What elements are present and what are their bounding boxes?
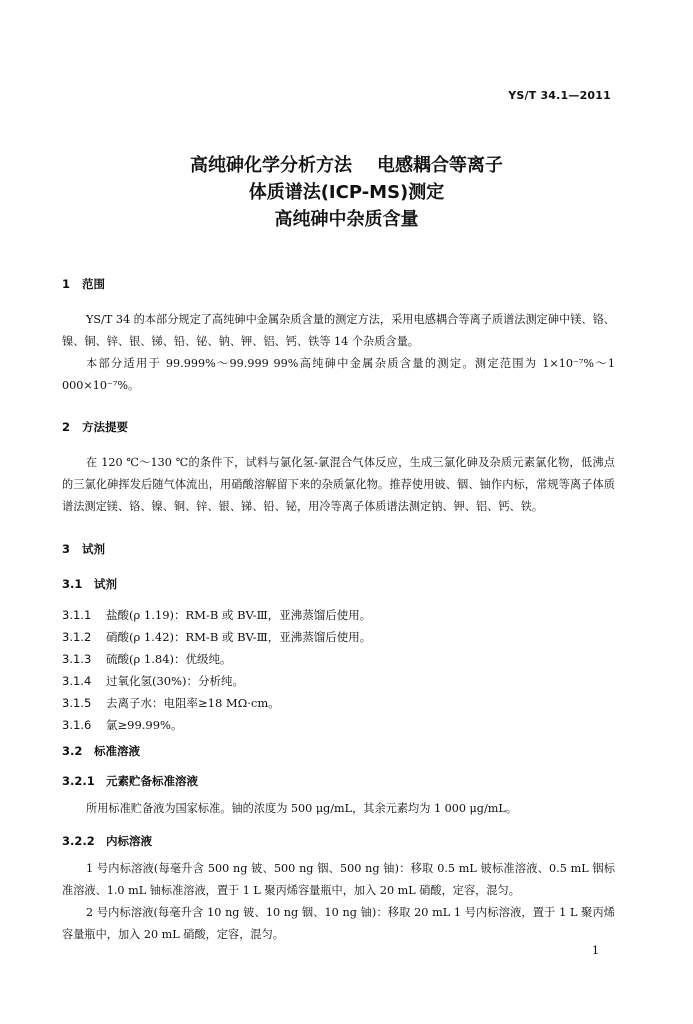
section-number: 1 [62,277,71,291]
item-text: 氯≥99.99%。 [106,718,183,732]
paragraph: 所用标准贮备液为国家标准。铀的浓度为 500 μg/mL，其余元素均为 1 000 μg/mL。 [86,802,517,815]
subsubsection-title: 内标溶液 [106,834,152,848]
reagent-item [62,692,615,714]
section-heading-scope [62,273,615,295]
item-number: 3.1.3 [62,652,92,666]
item-text: 硫酸(ρ 1.84)：优级纯。 [106,652,232,666]
paragraph: YS/T 34 的本部分规定了高纯砷中金属杂质含量的测定方法，采用电感耦合等离子质谱法测定砷中镁、铬、镍、铜、锌、银、锑、铅、铋、钠、钾、铝、钙、铁等 14 个杂质含量。 [62,313,615,348]
section-title: 方法提要 [82,420,128,434]
reagent-item [62,604,615,626]
subsection-title: 标准溶液 [94,744,140,758]
reagent-item [62,714,615,736]
item-number: 3.1.4 [62,674,92,688]
item-number: 3.1.6 [62,718,92,732]
section-title: 试剂 [82,542,105,556]
item-text: 盐酸(ρ 1.19)：RM-B 或 BV-Ⅲ，亚沸蒸馏后使用。 [106,608,372,622]
item-number: 3.1.2 [62,630,92,644]
section-heading-reagents [62,538,615,560]
item-text: 过氧化氢(30%)：分析纯。 [106,674,245,688]
title-line-1: 高纯砷化学分析方法 电感耦合等离子 [189,155,504,176]
subsection-heading-reagents [62,573,615,595]
item-text: 硝酸(ρ 1.42)：RM-B 或 BV-Ⅲ，亚沸蒸馏后使用。 [106,630,372,644]
standard-code: YS/T 34.1—2011 [508,89,611,102]
document-title [0,152,693,233]
reagent-item [62,626,615,648]
item-number: 3.1.5 [62,696,92,710]
section-number: 3 [62,542,71,556]
subsection-title: 试剂 [94,577,117,591]
paragraph: 本部分适用于 99.999%～99.999 99%高纯砷中金属杂质含量的测定。测定范围为 1×10⁻⁷%～1 000×10⁻⁷%。 [62,357,615,392]
title-line-3: 高纯砷中杂质含量 [274,209,419,230]
paragraph: 2 号内标溶液(每毫升含 10 ng 铍、10 ng 铟、10 ng 铀)：移取 20 mL 1 号内标溶液，置于 1 L 聚丙烯容量瓶中，加入 20 mL 硝酸，定容，混匀。 [62,906,615,941]
item-text: 去离子水：电阻率≥18 MΩ·cm。 [106,696,280,710]
section-heading-method [62,416,615,438]
subsection-heading-standard-solutions [62,740,615,762]
section-title: 范围 [82,277,105,291]
item-number: 3.1.1 [62,608,92,622]
reagent-item [62,670,615,692]
subsubsection-title: 元素贮备标准溶液 [106,774,198,788]
subsubsection-number: 3.2.1 [62,774,95,788]
subsection-number: 3.2 [62,744,83,758]
subsubsection-heading-stock-solution [62,770,615,792]
section-number: 2 [62,420,71,434]
reagent-item [62,648,615,670]
subsubsection-number: 3.2.2 [62,834,95,848]
title-line-2: 体质谱法(ICP-MS)测定 [248,182,445,203]
page-number: 1 [592,944,599,957]
paragraph: 在 120 ℃～130 ℃的条件下，试料与氯化氢-氯混合气体反应，生成三氯化砷及杂质元素氯化物，低沸点的三氯化砷挥发后随气体流出，用硝酸溶解留下来的杂质氯化物。推荐使用铍、铟、铀作内标，常规等离子体质谱法测定镁、铬、镍、铜、锌、银、锑、铅、铋，用冷等离子体质谱法测定钠、钾、铝、钙、铁。 [62,456,615,513]
subsection-number: 3.1 [62,577,83,591]
paragraph: 1 号内标溶液(每毫升含 500 ng 铍、500 ng 铟、500 ng 铀)：移取 0.5 mL 铍标准溶液、0.5 mL 铟标准溶液、1.0 mL 铀标准溶液，置于 1 L 聚丙烯容量瓶中，加入 20 mL 硝酸，定容，混匀。 [62,862,615,897]
subsubsection-heading-internal-standard [62,830,615,852]
